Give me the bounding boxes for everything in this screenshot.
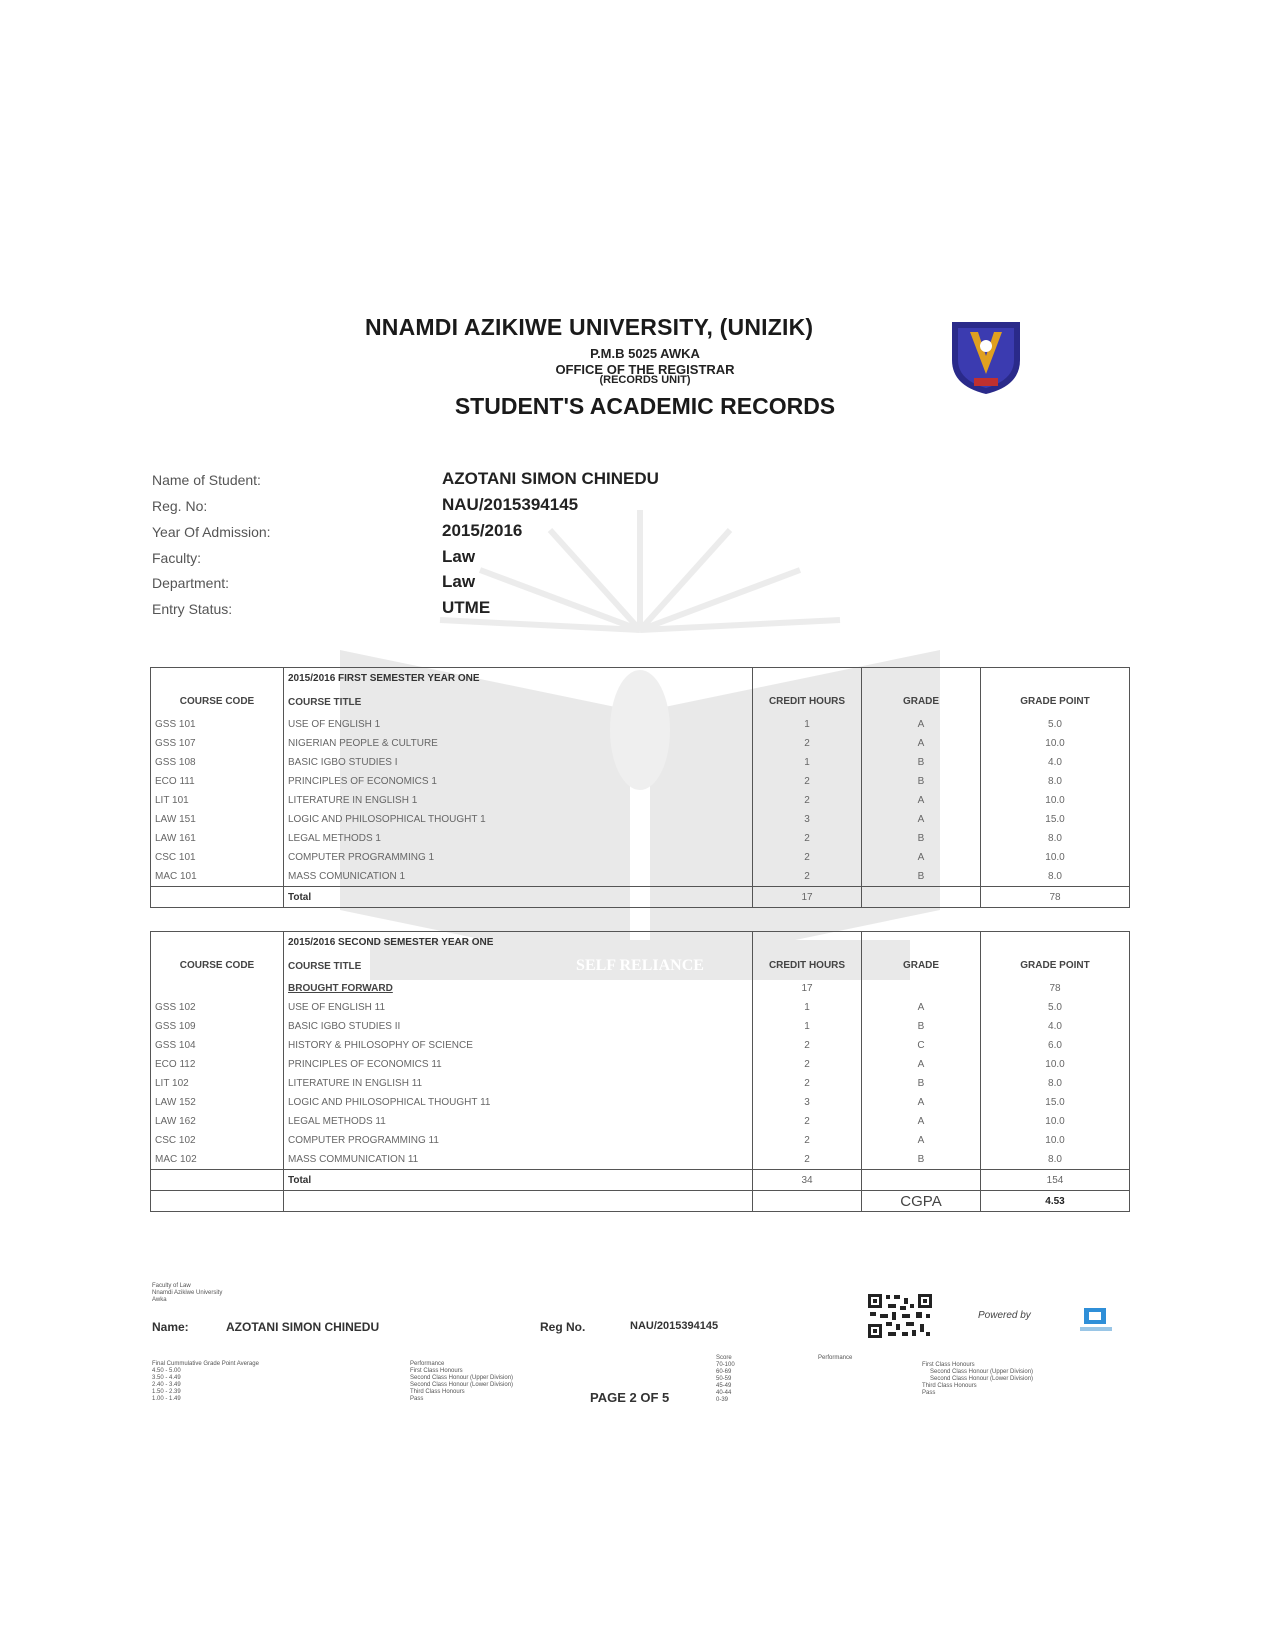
course-code: ECO 111 bbox=[151, 772, 284, 791]
grade-point: 5.0 bbox=[981, 715, 1130, 734]
credit-hours: 2 bbox=[753, 772, 862, 791]
grading-scale-heading: Final Cummulative Grade Point Average bbox=[152, 1361, 259, 1367]
total-credit: 34 bbox=[753, 1170, 862, 1191]
score-list bbox=[716, 1355, 735, 1404]
credit-hours: 1 bbox=[753, 753, 862, 772]
grade-point: 8.0 bbox=[981, 867, 1130, 887]
grade: A bbox=[862, 848, 981, 867]
footer-address-line: Faculty of Law bbox=[152, 1283, 191, 1289]
course-title: PRINCIPLES OF ECONOMICS 1 bbox=[284, 772, 753, 791]
faculty-label: Faculty: bbox=[152, 550, 202, 566]
grade: A bbox=[862, 1131, 981, 1150]
second-semester-table bbox=[150, 931, 1130, 1212]
performance-list bbox=[410, 1361, 513, 1403]
course-row bbox=[151, 1112, 1130, 1131]
grade-point: 8.0 bbox=[981, 1074, 1130, 1093]
score-range: 45-49 bbox=[716, 1383, 732, 1389]
total-label: Total bbox=[288, 1174, 312, 1186]
course-title: LEGAL METHODS 1 bbox=[284, 829, 753, 848]
footer-student-name: AZOTANI SIMON CHINEDU bbox=[226, 1320, 380, 1334]
course-row bbox=[151, 791, 1130, 810]
grade: A bbox=[862, 715, 981, 734]
footer-address bbox=[152, 1283, 222, 1304]
credit-hours: 2 bbox=[753, 1055, 862, 1074]
credit-hours: 2 bbox=[753, 848, 862, 867]
watermark-text: SELF RELIANCE bbox=[576, 957, 704, 974]
brought-forward-credit: 17 bbox=[753, 979, 862, 998]
performance-heading: Performance bbox=[410, 1361, 445, 1367]
grade-point: 8.0 bbox=[981, 829, 1130, 848]
performance2-item: Pass bbox=[922, 1390, 936, 1396]
course-row bbox=[151, 829, 1130, 848]
course-title: USE OF ENGLISH 1 bbox=[284, 715, 753, 734]
grade: B bbox=[862, 753, 981, 772]
credit-hours: 2 bbox=[753, 867, 862, 887]
course-row bbox=[151, 848, 1130, 867]
admission-year: 2015/2016 bbox=[442, 521, 523, 540]
grade-point: 5.0 bbox=[981, 998, 1130, 1017]
footer-address-line: Nnamdi Azikiwe University bbox=[152, 1290, 223, 1296]
footer-name-label: Name: bbox=[152, 1320, 189, 1334]
grade-point: 4.0 bbox=[981, 1017, 1130, 1036]
admission-year-label: Year Of Admission: bbox=[152, 524, 271, 540]
total-point: 154 bbox=[981, 1170, 1130, 1191]
grade: A bbox=[862, 791, 981, 810]
scale-range: 2.40 - 3.49 bbox=[152, 1382, 181, 1388]
credit-hours: 2 bbox=[753, 791, 862, 810]
column-header-code: COURSE CODE bbox=[151, 689, 284, 715]
credit-hours: 1 bbox=[753, 715, 862, 734]
reg-no: NAU/2015394145 bbox=[442, 495, 579, 514]
credit-hours: 2 bbox=[753, 1131, 862, 1150]
course-title: COMPUTER PROGRAMMING 1 bbox=[284, 848, 753, 867]
qr-code-icon bbox=[866, 1292, 934, 1340]
total-credit: 17 bbox=[753, 887, 862, 908]
grade: A bbox=[862, 1055, 981, 1074]
grade-point: 8.0 bbox=[981, 772, 1130, 791]
score-heading: Score bbox=[716, 1355, 732, 1361]
course-title: MASS COMMUNICATION 11 bbox=[284, 1150, 753, 1170]
grade-point: 10.0 bbox=[981, 791, 1130, 810]
course-row bbox=[151, 715, 1130, 734]
course-code: LAW 151 bbox=[151, 810, 284, 829]
course-row bbox=[151, 1074, 1130, 1093]
course-title: PRINCIPLES OF ECONOMICS 11 bbox=[284, 1055, 753, 1074]
course-row bbox=[151, 810, 1130, 829]
column-header-point: GRADE POINT bbox=[981, 689, 1130, 715]
scale-range: 1.00 - 1.49 bbox=[152, 1396, 181, 1402]
grade-point: 4.0 bbox=[981, 753, 1130, 772]
footer-address-line: Awka bbox=[152, 1297, 167, 1303]
course-code: GSS 107 bbox=[151, 734, 284, 753]
grade-point: 15.0 bbox=[981, 810, 1130, 829]
grade-point: 8.0 bbox=[981, 1150, 1130, 1170]
course-code: CSC 101 bbox=[151, 848, 284, 867]
total-label: Total bbox=[288, 891, 312, 903]
course-code: LAW 162 bbox=[151, 1112, 284, 1131]
column-header-point: GRADE POINT bbox=[981, 953, 1130, 979]
course-title: LITERATURE IN ENGLISH 11 bbox=[284, 1074, 753, 1093]
grade-point: 6.0 bbox=[981, 1036, 1130, 1055]
course-title: BASIC IGBO STUDIES I bbox=[284, 753, 753, 772]
grade: A bbox=[862, 1112, 981, 1131]
grade-point: 10.0 bbox=[981, 1131, 1130, 1150]
course-title: BASIC IGBO STUDIES II bbox=[284, 1017, 753, 1036]
course-row bbox=[151, 1017, 1130, 1036]
student-name-label: Name of Student: bbox=[152, 472, 261, 488]
column-header-credit: CREDIT HOURS bbox=[753, 689, 862, 715]
column-header-title: COURSE TITLE bbox=[284, 953, 753, 979]
cgpa-row bbox=[151, 1191, 1130, 1212]
performance2-item: Third Class Honours bbox=[922, 1383, 977, 1389]
total-point: 78 bbox=[981, 887, 1130, 908]
total-row bbox=[151, 1170, 1130, 1191]
grade: C bbox=[862, 1036, 981, 1055]
grade-point: 10.0 bbox=[981, 734, 1130, 753]
grade-point: 10.0 bbox=[981, 848, 1130, 867]
scale-range: 3.50 - 4.49 bbox=[152, 1375, 181, 1381]
score-range: 0-39 bbox=[716, 1397, 729, 1403]
column-header-grade: GRADE bbox=[862, 953, 981, 979]
grade: B bbox=[862, 1017, 981, 1036]
performance2-heading: Performance bbox=[818, 1355, 853, 1361]
course-row bbox=[151, 772, 1130, 791]
performance-item: Second Class Honour (Upper Division) bbox=[410, 1375, 514, 1381]
credit-hours: 2 bbox=[753, 1150, 862, 1170]
table-header-row bbox=[151, 689, 1130, 715]
scale-range: 4.50 - 5.00 bbox=[152, 1368, 181, 1374]
grade: B bbox=[862, 867, 981, 887]
brought-forward-row bbox=[151, 979, 1130, 998]
course-row bbox=[151, 753, 1130, 772]
course-code: LIT 101 bbox=[151, 791, 284, 810]
course-title: LEGAL METHODS 11 bbox=[284, 1112, 753, 1131]
course-title: COMPUTER PROGRAMMING 11 bbox=[284, 1131, 753, 1150]
grade-point: 15.0 bbox=[981, 1093, 1130, 1112]
credit-hours: 2 bbox=[753, 1074, 862, 1093]
course-title: LITERATURE IN ENGLISH 1 bbox=[284, 791, 753, 810]
credit-hours: 3 bbox=[753, 1093, 862, 1112]
column-header-grade: GRADE bbox=[862, 689, 981, 715]
course-code: LIT 102 bbox=[151, 1074, 284, 1093]
course-code: MAC 101 bbox=[151, 867, 284, 887]
reg-no-label: Reg. No: bbox=[152, 498, 208, 514]
course-row bbox=[151, 998, 1130, 1017]
course-row bbox=[151, 867, 1130, 887]
course-code: MAC 102 bbox=[151, 1150, 284, 1170]
university-address: P.M.B 5025 AWKA bbox=[590, 346, 700, 361]
grade-point: 10.0 bbox=[981, 1055, 1130, 1074]
course-code: ECO 112 bbox=[151, 1055, 284, 1074]
first-semester-table bbox=[150, 667, 1130, 908]
course-code: GSS 108 bbox=[151, 753, 284, 772]
column-header-title: COURSE TITLE bbox=[284, 689, 753, 715]
credit-hours: 1 bbox=[753, 998, 862, 1017]
course-title: NIGERIAN PEOPLE & CULTURE bbox=[284, 734, 753, 753]
course-code: CSC 102 bbox=[151, 1131, 284, 1150]
credit-hours: 2 bbox=[753, 829, 862, 848]
course-row bbox=[151, 734, 1130, 753]
credit-hours: 2 bbox=[753, 734, 862, 753]
course-row bbox=[151, 1150, 1130, 1170]
grading-scale bbox=[152, 1361, 259, 1403]
document-title: STUDENT'S ACADEMIC RECORDS bbox=[454, 393, 836, 419]
university-name: NNAMDI AZIKIWE UNIVERSITY, (UNIZIK) bbox=[365, 314, 814, 340]
total-row bbox=[151, 887, 1130, 908]
credit-hours: 1 bbox=[753, 1017, 862, 1036]
course-code: GSS 102 bbox=[151, 998, 284, 1017]
brought-forward-label: BROUGHT FORWARD bbox=[288, 983, 393, 994]
performance2-list bbox=[922, 1362, 1033, 1397]
grade: B bbox=[862, 829, 981, 848]
performance2-item: First Class Honours bbox=[922, 1362, 975, 1368]
performance-item: Third Class Honours bbox=[410, 1389, 465, 1395]
grade: A bbox=[862, 734, 981, 753]
performance-item: Pass bbox=[410, 1396, 424, 1402]
brought-forward-point: 78 bbox=[981, 979, 1130, 998]
course-code: GSS 101 bbox=[151, 715, 284, 734]
vendor-logo-icon bbox=[1080, 1306, 1112, 1334]
course-title: LOGIC AND PHILOSOPHICAL THOUGHT 11 bbox=[284, 1093, 753, 1112]
powered-by-label: Powered by bbox=[978, 1310, 1031, 1321]
credit-hours: 2 bbox=[753, 1112, 862, 1131]
performance2-item: Second Class Honour (Lower Division) bbox=[930, 1376, 1034, 1382]
score-range: 50-59 bbox=[716, 1376, 732, 1382]
department: Law bbox=[442, 572, 476, 591]
cgpa-label: CGPA bbox=[900, 1192, 942, 1210]
records-unit: (RECORDS UNIT) bbox=[599, 374, 691, 386]
grade: A bbox=[862, 998, 981, 1017]
student-name: AZOTANI SIMON CHINEDU bbox=[442, 469, 659, 488]
grade-point: 10.0 bbox=[981, 1112, 1130, 1131]
course-code: LAW 161 bbox=[151, 829, 284, 848]
course-code: GSS 109 bbox=[151, 1017, 284, 1036]
page-number: PAGE 2 OF 5 bbox=[590, 1390, 670, 1405]
entry-status: UTME bbox=[442, 598, 491, 617]
column-header-credit: CREDIT HOURS bbox=[753, 953, 862, 979]
performance2-item: Second Class Honour (Upper Division) bbox=[930, 1369, 1034, 1375]
grade: A bbox=[862, 810, 981, 829]
course-row bbox=[151, 1055, 1130, 1074]
course-title: MASS COMUNICATION 1 bbox=[284, 867, 753, 887]
footer-reg-no: NAU/2015394145 bbox=[630, 1320, 719, 1332]
grade: A bbox=[862, 1093, 981, 1112]
course-code: GSS 104 bbox=[151, 1036, 284, 1055]
entry-status-label: Entry Status: bbox=[152, 601, 233, 617]
course-code: LAW 152 bbox=[151, 1093, 284, 1112]
grade: B bbox=[862, 1074, 981, 1093]
semester-title: 2015/2016 SECOND SEMESTER YEAR ONE bbox=[288, 937, 494, 948]
course-title: LOGIC AND PHILOSOPHICAL THOUGHT 1 bbox=[284, 810, 753, 829]
faculty: Law bbox=[442, 547, 476, 566]
department-label: Department: bbox=[152, 575, 230, 591]
course-row bbox=[151, 1131, 1130, 1150]
semester-title: 2015/2016 FIRST SEMESTER YEAR ONE bbox=[288, 673, 480, 684]
score-range: 60-69 bbox=[716, 1369, 732, 1375]
performance-item: First Class Honours bbox=[410, 1368, 463, 1374]
performance-item: Second Class Honour (Lower Division) bbox=[410, 1382, 514, 1388]
score-range: 40-44 bbox=[716, 1390, 732, 1396]
footer-reg-label: Reg No. bbox=[540, 1320, 586, 1334]
grade: B bbox=[862, 1150, 981, 1170]
score-range: 70-100 bbox=[716, 1362, 735, 1368]
column-header-code: COURSE CODE bbox=[151, 953, 284, 979]
scale-range: 1.50 - 2.39 bbox=[152, 1389, 181, 1395]
course-row bbox=[151, 1093, 1130, 1112]
credit-hours: 2 bbox=[753, 1036, 862, 1055]
course-row bbox=[151, 1036, 1130, 1055]
course-title: HISTORY & PHILOSOPHY OF SCIENCE bbox=[284, 1036, 753, 1055]
office-name: OFFICE OF THE REGISTRAR bbox=[555, 362, 735, 377]
grade: B bbox=[862, 772, 981, 791]
cgpa-value: 4.53 bbox=[1045, 1195, 1065, 1207]
university-crest-icon bbox=[948, 316, 1024, 396]
table-header-row bbox=[151, 953, 1130, 979]
course-title: USE OF ENGLISH 11 bbox=[284, 998, 753, 1017]
credit-hours: 3 bbox=[753, 810, 862, 829]
